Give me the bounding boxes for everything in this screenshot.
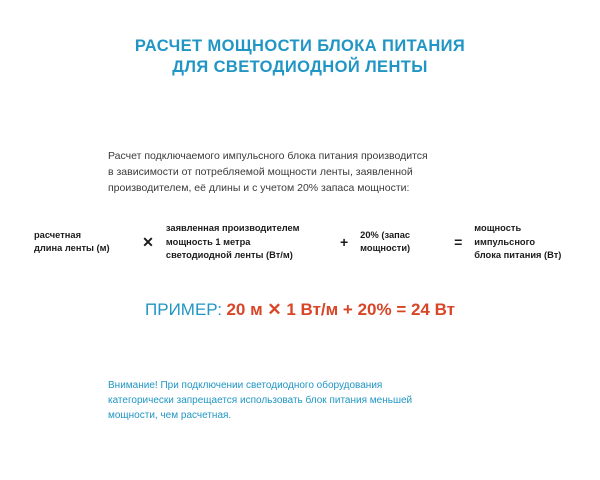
example-line xyxy=(0,300,600,320)
intro-line-1: Расчет подключаемого импульсного блока питания производится xyxy=(108,150,428,162)
formula-term-result-line-3: блока питания (Вт) xyxy=(474,250,562,260)
formula-term-result xyxy=(474,222,574,263)
formula-term-length-line-1: расчетная xyxy=(34,229,81,240)
intro-line-2: в зависимости от потребляемой мощности ленты, заявленной xyxy=(108,166,413,178)
formula-term-power-per-meter-line-3: светодиодной ленты (Вт/м) xyxy=(165,250,293,260)
formula-term-length-line-2: длина ленты (м) xyxy=(34,243,110,254)
formula-term-result-line-2: импульсного xyxy=(474,236,536,247)
example-value: 20 м ✕ 1 Вт/м + 20% = 24 Вт xyxy=(226,300,455,319)
multiply-operator-icon: ✕ xyxy=(142,233,154,250)
formula-term-reserve xyxy=(360,229,442,256)
formula-term-reserve-line-1: 20% (запас xyxy=(360,229,411,240)
formula-term-power-per-meter xyxy=(166,222,328,263)
formula-term-power-per-meter-line-1: заявленная производителем xyxy=(165,223,300,233)
warning-line-1: Внимание! При подключении светодиодного оборудования xyxy=(108,380,383,391)
equals-operator-icon: = xyxy=(454,233,463,250)
formula-term-reserve-line-2: мощности) xyxy=(360,243,411,254)
intro-paragraph xyxy=(108,148,500,196)
warning-note xyxy=(108,378,508,423)
page-title xyxy=(0,36,600,78)
warning-line-2: категорически запрещается использовать блок питания меньшей xyxy=(108,395,413,406)
formula-term-length xyxy=(34,229,130,256)
warning-line-3: мощности, чем расчетная. xyxy=(108,410,232,421)
example-label: ПРИМЕР: xyxy=(145,300,222,319)
title-line-2: ДЛЯ СВЕТОДИОДНОЙ ЛЕНТЫ xyxy=(172,58,428,76)
title-line-1: РАСЧЕТ МОЩНОСТИ БЛОКА ПИТАНИЯ xyxy=(134,37,466,55)
plus-operator-icon: + xyxy=(339,233,349,250)
formula-term-result-line-1: мощность xyxy=(474,223,522,233)
formula-row xyxy=(34,222,574,263)
intro-line-3: производителем, её длины и с учетом 20% запаса мощности: xyxy=(108,182,410,194)
formula-term-power-per-meter-line-2: мощность 1 метра xyxy=(165,236,251,247)
